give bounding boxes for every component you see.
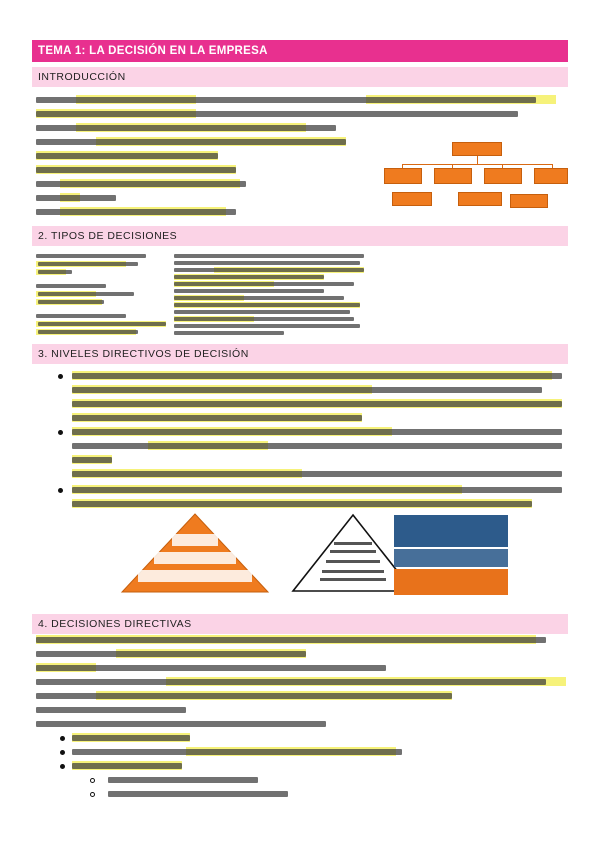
tipos-left-text-placeholder (36, 252, 170, 342)
tipos-right-text-placeholder (174, 252, 368, 342)
decision-diagram (382, 138, 568, 214)
management-levels-blocks (394, 515, 508, 595)
directivas-text-placeholder (36, 634, 568, 804)
page-title: TEMA 1: LA DECISIÓN EN LA EMPRESA (32, 40, 568, 62)
management-pyramid (120, 512, 270, 594)
niveles-list-placeholder (48, 370, 568, 510)
section-heading-tipos: 2. TIPOS DE DECISIONES (32, 226, 568, 246)
section-heading-niveles: 3. NIVELES DIRECTIVOS DE DECISIÓN (32, 344, 568, 364)
section-heading-directivas: 4. DECISIONES DIRECTIVAS (32, 614, 568, 634)
section-heading-intro: INTRODUCCIÓN (32, 67, 568, 87)
